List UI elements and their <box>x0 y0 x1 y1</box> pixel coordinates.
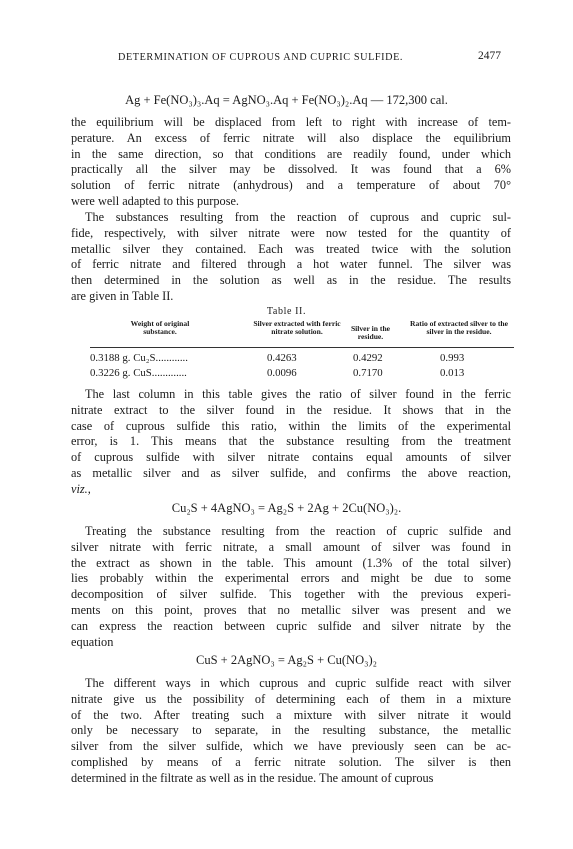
text-line: as metallic silver and as silver sulfide, and confirms the above reaction, <box>71 465 511 480</box>
text-line: viz., <box>71 481 91 496</box>
paragraph-equilibrium <box>71 115 511 210</box>
table-cell-extracted: 0.4263 <box>267 352 297 364</box>
table-rule <box>90 347 514 348</box>
text-line: only be necessary to separate, in the resulting substance, the metallic <box>71 723 511 738</box>
text-line: fide, respectively, with silver nitrate were now tested for the quantity of <box>71 225 511 240</box>
table-header-residue: Silver in the residue. <box>350 324 391 342</box>
table-header-ratio: Ratio of extracted silver to the silver in the residue. <box>410 319 508 337</box>
text-line: of ferric nitrate and filtered through a hot water funnel. The silver was <box>71 257 511 272</box>
text-line: can express the reaction between cupric sulfide and silver nitrate by the <box>71 618 511 633</box>
text-line: error, is 1. This means that the substance resulting from the treatment <box>71 434 511 449</box>
table-cell-ratio: 0.013 <box>440 367 465 379</box>
text-line: decomposition of silver sulfide. This together with the previous experi- <box>71 587 511 602</box>
text-line: silver nitrate with ferric nitrate, a small amount of silver was found in <box>71 539 511 554</box>
table-cell-ratio: 0.993 <box>440 352 465 364</box>
text-line: The different ways in which cuprous and cupric sulfide react with silver <box>85 676 511 690</box>
text-line: in the same direction, so that conditions are readily found, under which <box>71 146 511 161</box>
text-line: lies probably within the experimental errors and might be due to some <box>71 571 511 586</box>
text-line: solution of ferric nitrate (anhydrous) and a temperature of about 70° <box>71 178 511 193</box>
paragraph-last-column <box>71 387 511 498</box>
paragraph-cupric-treatment <box>71 524 511 650</box>
text-line: equation <box>71 634 114 649</box>
text-line: the equilibrium will be displaced from left to right with increase of tem- <box>71 115 511 129</box>
text-line: of cuprous sulfide with silver nitrate contains equal amounts of silver <box>71 450 511 465</box>
text-line: nitrate give us the possibility of determining each of them in a mixture <box>71 691 511 706</box>
text-line: case of cuprous sulfide this ratio, within the limits of the experimental <box>71 418 511 433</box>
text-line: The substances resulting from the reaction of cuprous and cupric sul- <box>85 210 511 224</box>
text-line: are given in Table II. <box>71 288 174 303</box>
text-line: metallic silver they contained. Each was treated twice with the solution <box>71 241 511 256</box>
paragraph-substances-tested <box>71 210 511 305</box>
table-cell-residue: 0.7170 <box>353 367 383 379</box>
table-cell-weight: 0.3188 g. Cu₂S............ <box>90 352 188 364</box>
paragraph-determination <box>71 676 511 787</box>
text-line: were well adapted to this purpose. <box>71 193 240 208</box>
page-number: 2477 <box>478 50 501 62</box>
text-line: The last column in this table gives the ratio of silver found in the ferric <box>85 387 511 401</box>
table-title: Table II. <box>266 306 307 317</box>
text-line: then determined in the solution as well as in the residue. The results <box>71 273 511 288</box>
text-line: complished by means of a ferric nitrate solution. The silver is then <box>71 754 511 769</box>
text-line: ments on this point, proves that no metallic silver was present and we <box>71 602 511 617</box>
table-cell-weight: 0.3226 g. CuS............. <box>90 367 187 379</box>
text-line: determined in the filtrate as well as in the residue. The amount of cuprous <box>71 770 434 785</box>
text-line: silver from the silver sulfide, which we have previously seen can be ac- <box>71 739 511 754</box>
text-line: of the two. After treating such a mixture with silver nitrate it would <box>71 707 511 722</box>
table-header-weight: Weight of original substance. <box>130 319 190 337</box>
equation-cuprous-sulfide: Cu₂S + 4AgNO₃ = Ag₂S + 2Ag + 2Cu(NO₃)₂. <box>171 501 402 515</box>
table-header-extracted: Silver extracted with ferric nitrate solution. <box>253 319 341 337</box>
text-line: practically all the silver may be dissolved. It was found that a 6% <box>71 162 511 177</box>
equation-silver-ferric-nitrate: Ag + Fe(NO₃)₃.Aq = AgNO₃.Aq + Fe(NO₃)₂.Aq — 172,300 cal. <box>125 93 448 107</box>
table-cell-extracted: 0.0096 <box>267 367 297 379</box>
table-cell-residue: 0.4292 <box>353 352 383 364</box>
text-line: perature. An excess of ferric nitrate will also displace the equilibrium <box>71 130 511 145</box>
running-header: DETERMINATION OF CUPROUS AND CUPRIC SULFIDE. <box>118 52 404 63</box>
text-line: Treating the substance resulting from the reaction of cupric sulfide and <box>85 524 511 538</box>
text-line: the extract as shown in the table. This amount (1.3% of the total silver) <box>71 555 511 570</box>
equation-cupric-sulfide: CuS + 2AgNO₃ = Ag₂S + Cu(NO₃)₂ <box>196 653 377 667</box>
text-line: nitrate extract to the silver found in the residue. It shows that in the <box>71 402 511 417</box>
